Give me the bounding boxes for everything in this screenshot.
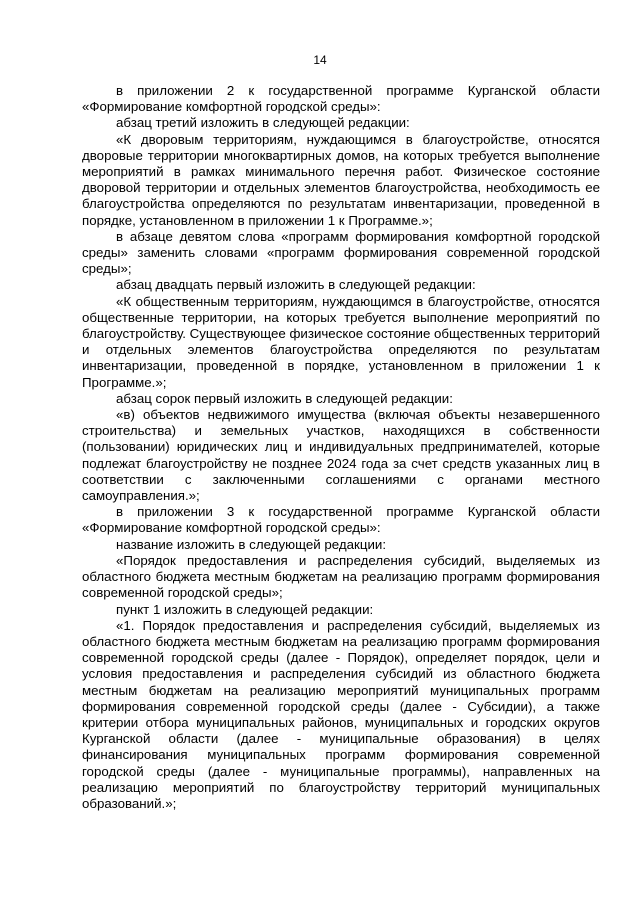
paragraph-point-1-heading: пункт 1 изложить в следующей редакции:	[116, 601, 374, 617]
paragraph-courtyard-territories: «К дворовым территориям, нуждающимся в благоустройстве, относятся дворовые территории многоквартирных домов, на которых требуется выполнение мероприятий в рамках минимального перечня работ. Физическое состояние дворовой территории и отдельных элементов благоустройства, необходимость ее благоустройства определяются по результатам инвентаризации, проведенной в порядке, установленном в приложении 1 к Программе.»;	[82, 131, 600, 228]
paragraph-forty-first-abzac-heading: абзац сорок первый изложить в следующей редакции:	[116, 390, 453, 406]
paragraph-third-abzac-heading: абзац третий изложить в следующей редакции:	[116, 115, 410, 131]
paragraph-public-territories: «К общественным территориям, нуждающимся в благоустройстве, относятся общественные территории, на которых требуется выполнение мероприятий по благоустройству. Существующее физическое состояние общественных территорий и отдельных элементов благоустройства определяются по результатам инвентаризации, проведенной в порядке, установленном в приложении 1 к Программе.»;	[82, 293, 601, 390]
paragraph-appendix-2-intro: в приложении 2 к государственной программе Курганской области «Формирование комфортной городской среды»:	[82, 83, 600, 115]
paragraph-ninth-abzac-replace: в абзаце девятом слова «программ формирования комфортной городской среды» заменить словами «программ формирования современной городской среды»;	[82, 228, 600, 277]
paragraph-point-1-text: «1. Порядок предоставления и распределения субсидий, выделяемых из областного бюджета местным бюджетам на реализацию программ формирования современной городской среды (далее - Порядок), определяет порядок, цели и условия предоставления и распределения субсидий из областного бюджета местным бюджетам на реализацию мероприятий муниципальных программ формирования современной городской среды (далее - Субсидии), а также критерии отбора муниципальных районов, муниципальных и городских округов Курганской области (далее - муниципальные образования) в целях финансирования муниципальных программ формирования современной городской среды (далее - муниципальные программы), направленных на реализацию мероприятий по благоустройству территорий муниципальных образований.»;	[82, 617, 600, 811]
page-number: 14	[313, 53, 327, 67]
paragraph-twenty-first-abzac-heading: абзац двадцать первый изложить в следующей редакции:	[116, 277, 476, 293]
document-body	[82, 83, 600, 812]
paragraph-title-heading: название изложить в следующей редакции:	[116, 536, 387, 552]
paragraph-procedure-title: «Порядок предоставления и распределения субсидий, выделяемых из областного бюджета местным бюджетам на реализацию программ формирования современной городской среды»;	[82, 552, 600, 601]
paragraph-appendix-3-intro: в приложении 3 к государственной программе Курганской области «Формирование комфортной городской среды»:	[82, 504, 600, 536]
paragraph-real-estate-objects: «в) объектов недвижимого имущества (включая объекты незавершенного строительства) и земельных участков, находящихся в собственности (пользовании) юридических лиц и индивидуальных предпринимателей, которые подлежат благоустройству не позднее 2024 года за счет средств указанных лиц в соответствии с заключенными соглашениями с органами местного самоуправления.»;	[82, 407, 600, 504]
